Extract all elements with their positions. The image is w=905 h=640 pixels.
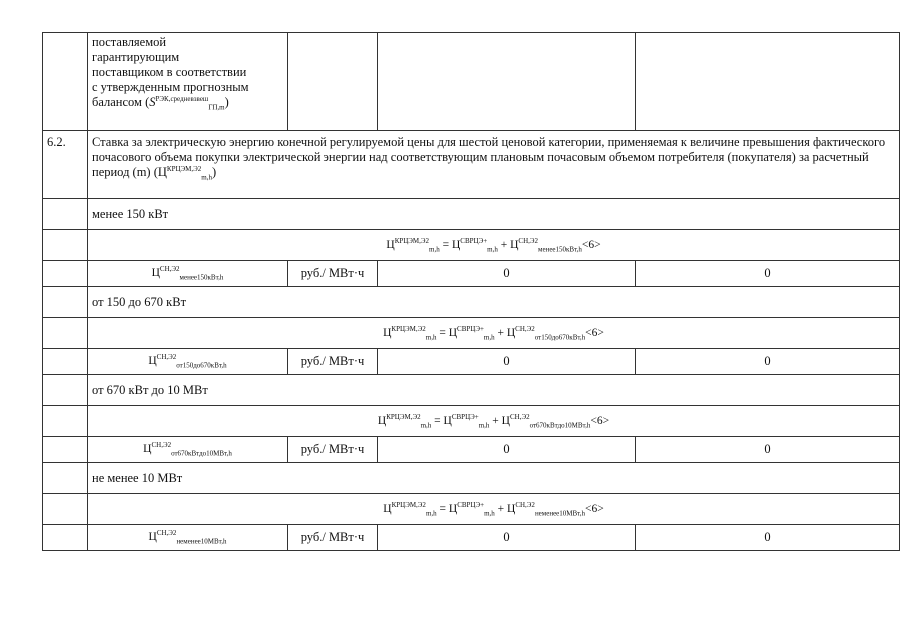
formula (88, 230, 900, 261)
value-symbol (88, 437, 288, 463)
value-num-cell (43, 525, 88, 551)
formula-num-cell (43, 406, 88, 437)
formula-ref: <6> (585, 326, 604, 339)
formula-t2-sup: СН,Э2 (515, 500, 535, 509)
formula-t2-sup: СН,Э2 (518, 236, 539, 245)
intro-row (43, 33, 900, 131)
formula-t2-sub: неменее10МВт,h (534, 508, 585, 517)
value-unit: руб./ МВт·ч (288, 261, 378, 287)
intro-text-cell (88, 33, 288, 131)
value-sub: от670кВтдо10МВт,h (171, 449, 232, 458)
formula-plus: + (497, 326, 504, 339)
value-1: 0 (378, 261, 636, 287)
formula-row (43, 494, 900, 525)
group-label-row (43, 463, 900, 494)
value-sub: неменее10МВт,h (176, 537, 227, 546)
value-unit: руб./ МВт·ч (288, 525, 378, 551)
formula-row (43, 406, 900, 437)
formula-t2-sub: от670кВтдо10МВт,h (529, 420, 591, 429)
group-label-row (43, 375, 900, 406)
value-2: 0 (636, 437, 900, 463)
group-label: от 150 до 670 кВт (88, 287, 900, 318)
formula-t1-sym: Ц (448, 326, 458, 339)
formula-t1-sup: СВРЦЭ+ (460, 236, 488, 245)
value-unit: руб./ МВт·ч (288, 437, 378, 463)
formula-lhs-sym: Ц (383, 502, 392, 515)
formula (88, 406, 900, 437)
value-num-cell (43, 349, 88, 375)
group-num-cell (43, 463, 88, 494)
intro-empty-cell (636, 33, 900, 131)
value-2: 0 (636, 261, 900, 287)
formula-num-cell (43, 318, 88, 349)
value-row (43, 261, 900, 287)
group-num-cell (43, 287, 88, 318)
value-2: 0 (636, 349, 900, 375)
value-symbol (88, 349, 288, 375)
formula-num-cell (43, 494, 88, 525)
formula-lhs-sub: m,h (425, 508, 437, 517)
value-symbol (88, 525, 288, 551)
intro-prefix: балансом ( (92, 95, 150, 109)
intro-empty-cell (288, 33, 378, 131)
formula-num-cell (43, 230, 88, 261)
formula-ref: <6> (590, 414, 610, 427)
section-number: 6.2. (43, 131, 88, 199)
formula-lhs-sup: КРЦЭМ,Э2 (394, 236, 430, 245)
section-sym: Ц (157, 165, 167, 179)
intro-sym: S (149, 95, 156, 109)
formula-t1-sub: m,h (483, 332, 495, 341)
formula-t2-sym: Ц (506, 326, 516, 339)
formula-eq: = (442, 238, 450, 251)
formula-t2-sub: менее150кВт,h (538, 244, 582, 253)
tariff-table (42, 32, 900, 551)
section-text-end: ) (211, 165, 217, 179)
formula-row (43, 230, 900, 261)
formula-lhs-sub: m,h (425, 332, 437, 341)
intro-line: поставщиком в соответствии (92, 65, 247, 79)
formula-t2-sym: Ц (501, 414, 510, 427)
intro-sub: ГП,m (208, 103, 225, 112)
value-sub: от150до670кВт,h (176, 361, 227, 370)
group-label-row (43, 199, 900, 230)
formula-lhs-sup: КРЦЭМ,Э2 (391, 324, 426, 333)
formula-t2-sym: Ц (510, 238, 519, 251)
formula-ref: <6> (584, 502, 604, 515)
formula-plus: + (497, 502, 505, 515)
formula-t2-sub: от150до670кВт,h (534, 332, 586, 341)
formula-t1-sup: СВРЦЭ+ (451, 412, 479, 421)
value-row (43, 349, 900, 375)
value-row (43, 437, 900, 463)
section-row (43, 131, 900, 199)
intro-line: с утвержденным прогнозным (92, 80, 249, 94)
group-label-row (43, 287, 900, 318)
formula (88, 494, 900, 525)
value-sub: менее150кВт,h (179, 273, 224, 282)
formula-t1-sub: m,h (478, 420, 490, 429)
intro-line: поставляемой (92, 35, 167, 49)
section-sup: КРЦЭМ,Э2 (166, 164, 202, 173)
value-1: 0 (378, 349, 636, 375)
formula-t2-sup: СН,Э2 (509, 412, 530, 421)
formula-plus: + (500, 238, 508, 251)
formula-t1-sym: Ц (448, 502, 458, 515)
value-sup: СН,Э2 (151, 441, 172, 450)
intro-line-last (92, 95, 283, 110)
group-label: не менее 10 МВт (88, 463, 900, 494)
formula-t1-sup: СВРЦЭ+ (457, 324, 484, 333)
formula-eq: = (434, 414, 441, 427)
formula-lhs-sym: Ц (386, 238, 395, 251)
group-label: менее 150 кВт (88, 199, 900, 230)
formula-t1-sym: Ц (443, 414, 452, 427)
formula (88, 318, 900, 349)
value-sym: Ц (148, 355, 157, 367)
value-sup: СН,Э2 (159, 265, 180, 274)
group-label: от 670 кВт до 10 МВт (88, 375, 900, 406)
value-sup: СН,Э2 (156, 353, 177, 362)
formula-lhs-sym: Ц (383, 326, 392, 339)
value-sym: Ц (143, 443, 152, 455)
formula-t2-sym: Ц (507, 502, 516, 515)
value-sup: СН,Э2 (156, 529, 177, 538)
formula-t1-sub: m,h (484, 508, 495, 517)
formula-row (43, 318, 900, 349)
section-text: Ставка за электрическую энергию конечной регулируемой цены для шестой ценовой категории, применяемая к величине превышения фактического почасового объема покупки электрической энергии над соответствующим плановым почасовым объемом потребителя (покупателя) за расчетный период (m) ( (92, 135, 886, 179)
formula-ref: <6> (581, 238, 601, 251)
section-sub: m,h (201, 173, 212, 182)
formula-plus: + (492, 414, 499, 427)
formula-t1-sym: Ц (451, 238, 461, 251)
value-num-cell (43, 437, 88, 463)
value-1: 0 (378, 437, 636, 463)
formula-t1-sup: СВРЦЭ+ (457, 500, 485, 509)
formula-lhs-sup: КРЦЭМ,Э2 (386, 412, 421, 421)
value-symbol (88, 261, 288, 287)
intro-line: гарантирующим (92, 50, 180, 64)
group-num-cell (43, 199, 88, 230)
formula-eq: = (439, 326, 446, 339)
group-num-cell (43, 375, 88, 406)
value-1: 0 (378, 525, 636, 551)
intro-sup: РЭК,средневзвеш (155, 94, 209, 103)
value-sym: Ц (148, 531, 157, 543)
formula-eq: = (439, 502, 447, 515)
value-row (43, 525, 900, 551)
intro-num-cell (43, 33, 88, 131)
intro-empty-cell (378, 33, 636, 131)
formula-t1-sub: m,h (487, 244, 498, 253)
value-num-cell (43, 261, 88, 287)
value-sym: Ц (151, 267, 160, 279)
formula-lhs-sub: m,h (429, 244, 440, 253)
formula-t2-sup: СН,Э2 (515, 324, 535, 333)
value-2: 0 (636, 525, 900, 551)
formula-lhs-sup: КРЦЭМ,Э2 (391, 500, 426, 509)
formula-lhs-sub: m,h (420, 420, 432, 429)
intro-suffix: ) (224, 95, 229, 109)
formula-lhs-sym: Ц (377, 414, 387, 427)
value-unit: руб./ МВт·ч (288, 349, 378, 375)
section-text-cell (88, 131, 900, 199)
